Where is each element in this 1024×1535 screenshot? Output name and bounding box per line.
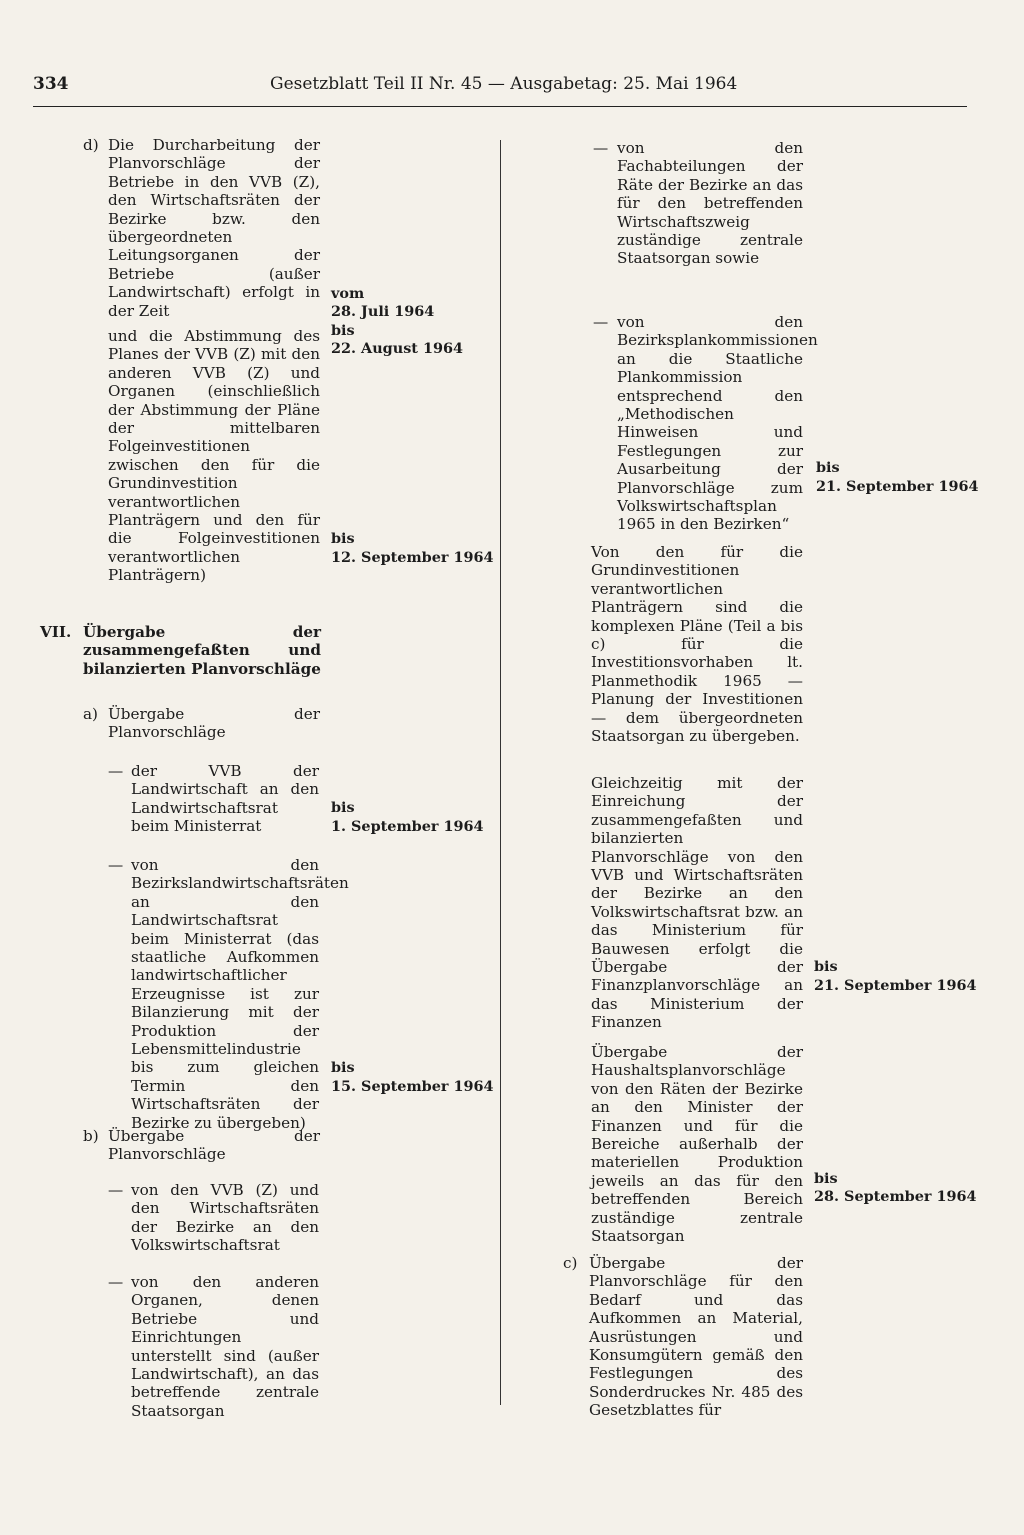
dash: —	[593, 313, 609, 331]
dash: —	[108, 1273, 124, 1291]
date-28-september: 28. September 1964	[814, 1188, 977, 1205]
item-a-label: a)	[83, 705, 98, 723]
page-number: 334	[33, 74, 69, 94]
date-bis: bis	[331, 799, 355, 816]
item-c-label: c)	[563, 1254, 578, 1272]
date-vom: vom	[331, 285, 365, 302]
date-28-juli: 28. Juli 1964	[331, 303, 435, 320]
date-bis: bis	[814, 1170, 838, 1187]
item-d-label: d)	[83, 136, 99, 154]
date-bis: bis	[814, 958, 838, 975]
item-d-text-2: und die Abstimmung des Planes der VVB (Z) mit den anderen VVB (Z) und Organen (einschließlich der Abstimmung der Pläne der mittelbaren Folgeinvestitionen zwischen den für die Grundinvestition verantwortlichen Planträgern und den für die Folgeinvestitionen verantwortlichen Planträgern)	[108, 327, 320, 585]
date-21-september: 21. September 1964	[814, 977, 977, 994]
right-paragraph-1: Von den für die Grundinvestitionen verantwortlichen Planträgern sind die komplexen Pläne (Teil a bis c) für die Investitionsvorhaben lt. Planmethodik 1965 — Planung der Investitionen — dem übergeordneten Staatsorgan zu übergeben.	[591, 543, 803, 746]
date-bis: bis	[331, 1059, 355, 1076]
dash: —	[108, 1181, 124, 1199]
right-paragraph-3: Übergabe der Haushaltsplanvorschläge von den Räten der Bezirke an den Minister der Finanzen und für die Bereiche außerhalb der materiellen Produktion jeweils an das für den betreffenden Bereich zuständige zentrale Staatsorgan	[591, 1043, 803, 1246]
date-bis: bis	[816, 459, 840, 476]
item-b-label: b)	[83, 1127, 99, 1145]
right-paragraph-2: Gleichzeitig mit der Einreichung der zusammengefaßten und bilanzierten Planvorschläge von den VVB und Wirtschaftsräten der Bezirke an den Volkswirtschaftsrat bzw. an das Ministerium für Bauwesen erfolgt die Übergabe der Finanzplanvorschläge an das Ministerium der Finanzen	[591, 774, 803, 1032]
dash: —	[108, 856, 124, 874]
section-vii-heading: Übergabe der zusammengefaßten und bilanzierten Planvorschläge	[83, 623, 321, 678]
column-divider	[500, 140, 501, 1405]
right-item-2-text: von den Bezirksplankommissionen an die Staatliche Plankommission entsprechend den „Methodischen Hinweisen und Festlegungen zur Ausarbeitung der Planvorschläge zum Volkswirtschaftsplan 1965 in den Bezirken“	[617, 313, 818, 534]
item-a2-text: von den Bezirkslandwirtschaftsräten an den Landwirtschaftsrat beim Ministerrat (das staatliche Aufkommen landwirtschaftlicher Erzeugnisse ist zur Bilanzierung mit der Produktion der Lebensmittelindustrie bis zum gleichen Termin den Wirtschaftsräten der Bezirke zu übergeben)	[131, 856, 349, 1132]
item-b1-text: von den VVB (Z) und den Wirtschaftsräten der Bezirke an den Volkswirtschaftsrat	[131, 1181, 319, 1255]
item-a1-text: der VVB der Landwirtschaft an den Landwirtschaftsrat beim Ministerrat	[131, 762, 319, 836]
date-bis: bis	[331, 322, 355, 339]
date-12-september: 12. September 1964	[331, 549, 494, 566]
item-c-text: Übergabe der Planvorschläge für den Bedarf und das Aufkommen an Material, Ausrüstungen und Konsumgütern gemäß den Festlegungen des Sonderdruckes Nr. 485 des Gesetzblattes für	[589, 1254, 803, 1420]
item-a-text: Übergabe der Planvorschläge	[108, 705, 320, 742]
date-22-august: 22. August 1964	[331, 340, 464, 357]
item-b2-text: von den anderen Organen, denen Betriebe und Einrichtungen unterstellt sind (außer Landwirtschaft), an das betreffende zentrale Staatsorgan	[131, 1273, 319, 1420]
item-b-text: Übergabe der Planvorschläge	[108, 1127, 320, 1164]
header-rule	[33, 106, 967, 107]
date-21-september: 21. September 1964	[816, 478, 979, 495]
item-d-text-1: Die Durcharbeitung der Planvorschläge der Betriebe in den VVB (Z), den Wirtschaftsräten der Bezirke bzw. den übergeordneten Leitungsorganen der Betriebe (außer Landwirtschaft) erfolgt in der Zeit	[108, 136, 320, 320]
page-header-title: Gesetzblatt Teil II Nr. 45 — Ausgabetag: 25. Mai 1964	[270, 74, 738, 94]
date-1-september: 1. September 1964	[331, 818, 484, 835]
right-item-1-text: von den Fachabteilungen der Räte der Bezirke an das für den betreffenden Wirtschaftszweig zuständige zentrale Staatsorgan sowie	[617, 139, 803, 268]
dash: —	[108, 762, 124, 780]
date-bis: bis	[331, 530, 355, 547]
date-15-september: 15. September 1964	[331, 1078, 494, 1095]
dash: —	[593, 139, 609, 157]
section-vii-label: VII.	[40, 623, 72, 641]
